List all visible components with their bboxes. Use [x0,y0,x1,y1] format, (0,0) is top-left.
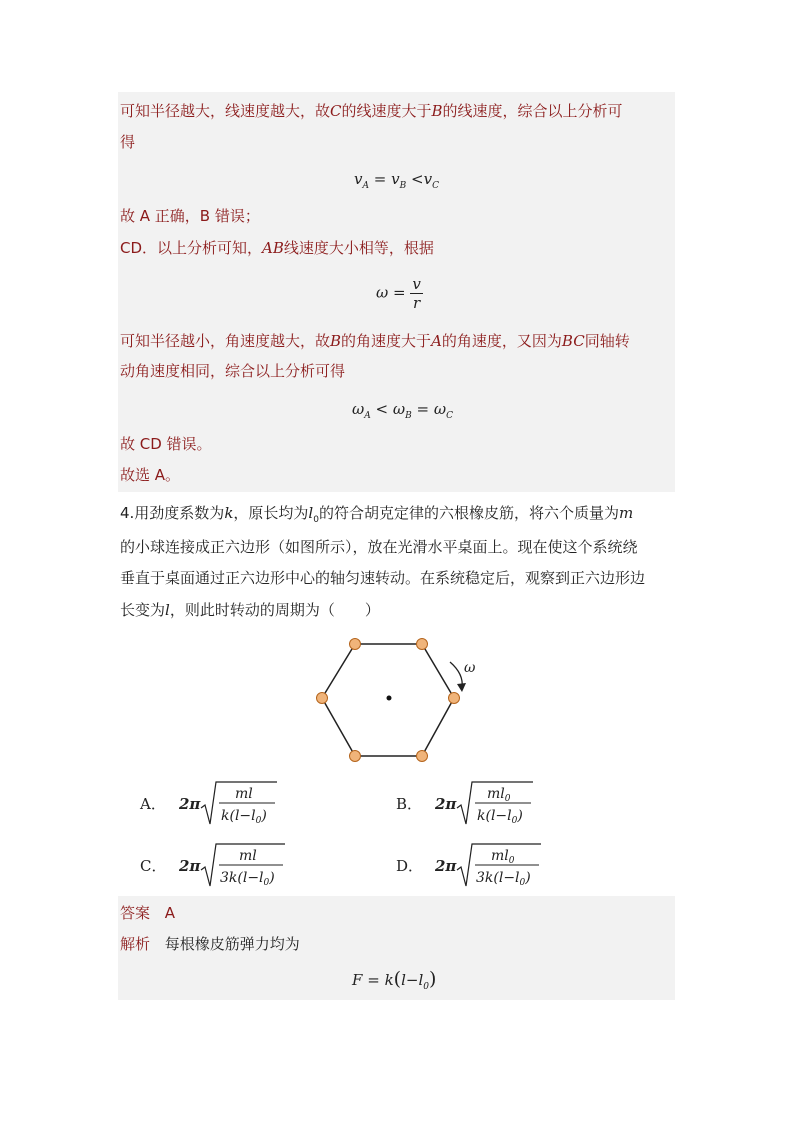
analysis-line-4: CD．以上分析可知，AB线速度大小相等，根据 [120,239,434,257]
equation-velocity: $v_A = v_B <v_C$ [354,170,439,191]
analysis-intro-line: 解析 每根橡皮筋弹力均为 [120,935,300,953]
rotation-arrowhead-icon [457,683,466,692]
omega-label: ω [464,660,476,676]
ball [449,693,460,704]
radical-b [435,778,535,830]
hexagon-figure [300,628,500,768]
radical-a [179,778,279,830]
svg-text:3k(l−l0): $3k(l-l_0)$ [475,870,531,888]
radical-d [435,840,545,892]
center-dot [387,696,392,701]
question-4-line-4: 长变为l，则此时转动的周期为（ ） [120,601,380,619]
option-b[interactable]: B． 2π $ml_0$ $k(l-l_0)$ [396,778,535,830]
ball [417,751,428,762]
ball [350,751,361,762]
radical-c [179,840,289,892]
question-4-line-1: 4.用劲度系数为k，原长均为$l_0$的符合胡克定律的六根橡皮筋，将六个质量为m [120,504,634,525]
svg-text:k(l−l0): $k(l-l_0)$ [476,808,523,826]
option-a[interactable]: A． 2π ml $k(l-l_0)$ [140,778,279,830]
answer-label: 答案 [120,904,151,922]
equation-angular: $\omega_A < \omega_B = \omega_C$ [352,400,453,421]
analysis-line-7: 故 CD 错误。 [120,435,212,453]
analysis-line-5: 可知半径越小，角速度越大，故B的角速度大于A的角速度，又因为BC同轴转 [120,332,630,350]
equation-force: $F = k(l-l_0)$ [352,968,437,992]
equation-omega: ω = $\frac{v}{r}$ [376,275,421,312]
svg-text:3k(l−l0): $3k(l-l_0)$ [219,870,275,888]
svg-text:ml: ml [238,848,257,864]
ball [350,639,361,650]
analysis-line-6: 动角速度相同，综合以上分析可得 [120,362,346,380]
analysis-line-1: 可知半径越大，线速度越大，故C的线速度大于B的线速度，综合以上分析可 [120,102,623,120]
analysis-line-3: 故 A 正确，B 错误； [120,207,260,225]
question-4-line-3: 垂直于桌面通过正六边形中心的轴匀速转动。在系统稳定后，观察到正六边形边 [120,569,646,587]
question-4-line-2: 的小球连接成正六边形（如图所示），放在光滑水平桌面上。现在使这个系统绕 [120,538,638,556]
analysis-label: 解析 [120,935,151,953]
option-c[interactable]: C． 2π ml $3k(l-l_0)$ [140,840,289,892]
svg-text:ml: ml [234,786,253,802]
answer-line [120,902,175,924]
option-d[interactable]: D． 2π $ml_0$ $3k(l-l_0)$ [396,840,545,892]
svg-text:2π: 2π [178,857,201,875]
analysis-line-2: 得 [120,133,136,151]
svg-text:2π: 2π [434,857,457,875]
svg-text:ml0: $ml_0$ [486,786,511,804]
ball [417,639,428,650]
svg-text:2π: 2π [178,795,201,813]
svg-text:2π: 2π [434,795,457,813]
svg-text:k(l−l0): $k(l-l_0)$ [220,808,267,826]
analysis-line-8: 故选 A。 [120,466,181,484]
svg-text:ml0: $ml_0$ [490,848,515,866]
ball [317,693,328,704]
answer-value: A [164,904,176,922]
